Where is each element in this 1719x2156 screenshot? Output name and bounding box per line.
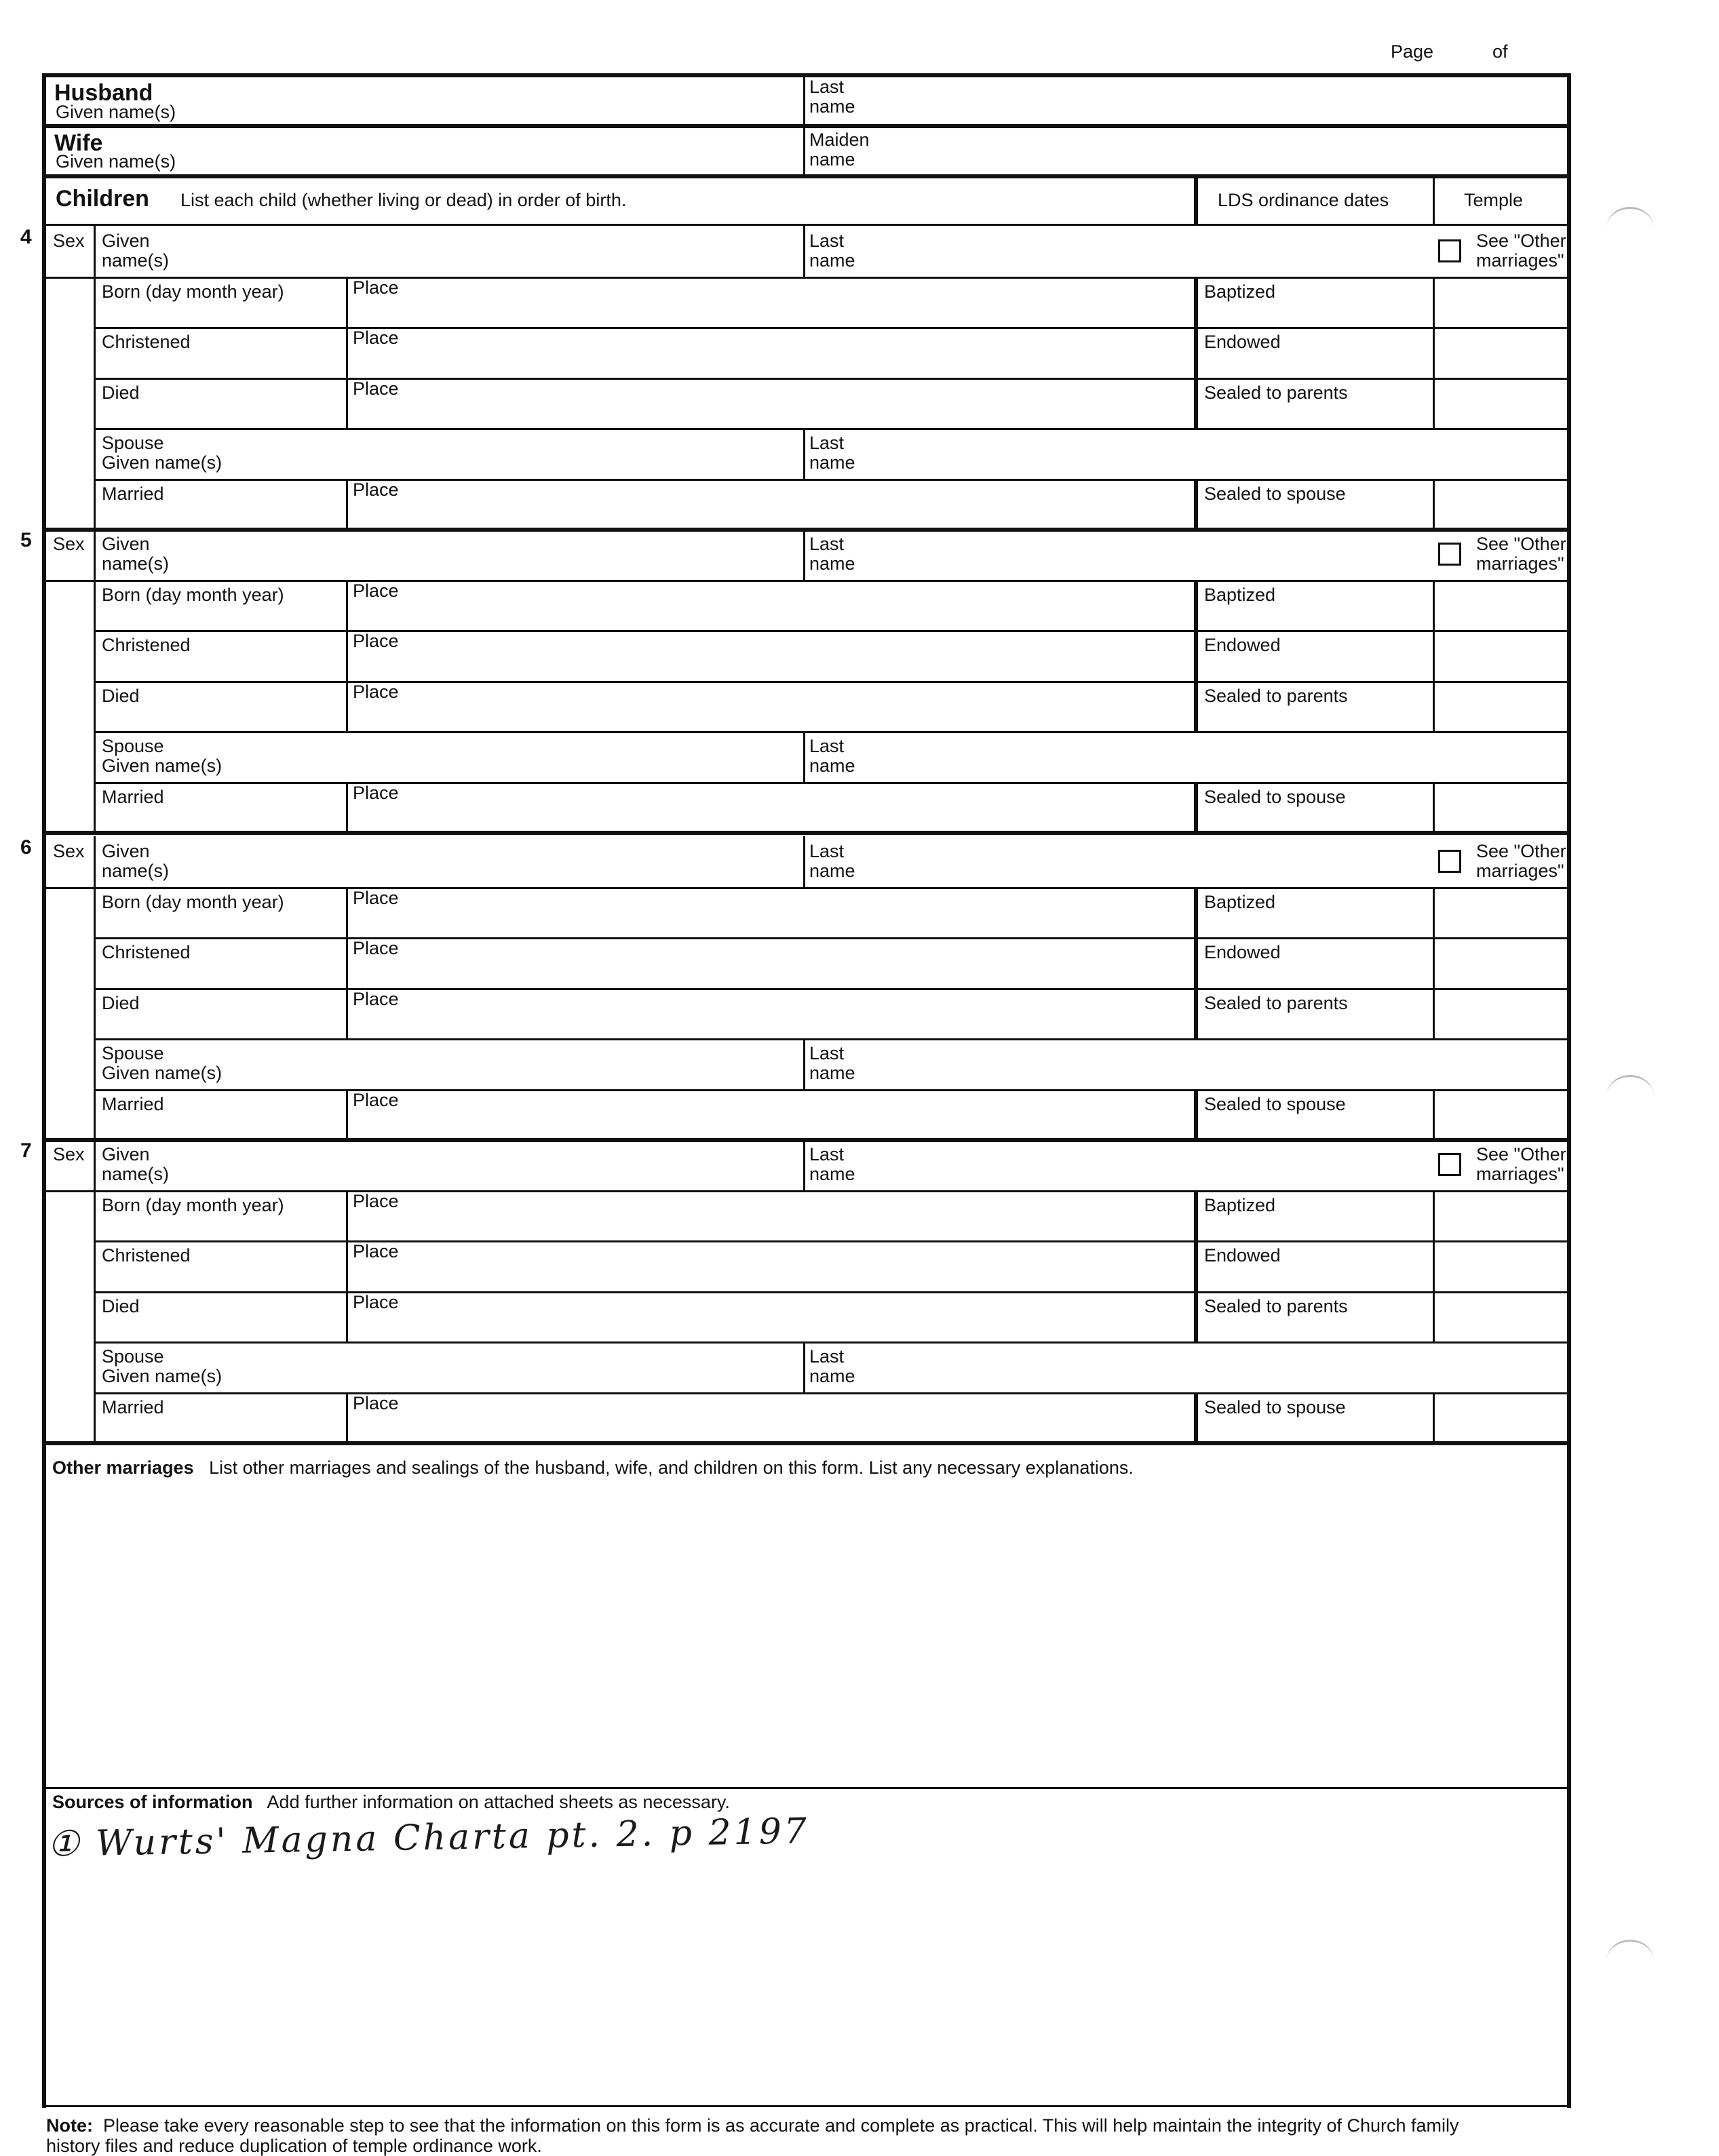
sealed-to-spouse-label: Sealed to spouse — [1204, 787, 1346, 807]
see-other-marriages-checkbox[interactable] — [1438, 850, 1461, 873]
place-label: Place — [353, 479, 399, 500]
binder-hole-mark — [1606, 207, 1654, 250]
sources-title: Sources of information — [52, 1792, 253, 1812]
husband-title: Husband — [54, 80, 153, 106]
married-label: Married — [102, 1094, 164, 1114]
children-instruction: List each child (whether living or dead) in order of birth. — [180, 190, 627, 210]
of-label: of — [1492, 41, 1508, 62]
spouse-last-name-label: Last — [809, 1043, 845, 1063]
binder-hole-mark — [1606, 1940, 1654, 1982]
form-left-border — [42, 73, 46, 2108]
christened-label: Christened — [102, 332, 191, 352]
place-label: Place — [353, 1292, 399, 1312]
place-label: Place — [353, 631, 399, 651]
spouse-given-name-label: Given name(s) — [102, 1366, 223, 1386]
place-label: Place — [353, 1241, 399, 1261]
married-label: Married — [102, 1397, 164, 1417]
form-top-border — [42, 73, 1571, 77]
note-text-1: Please take every reasonable step to see that the information on this form is as accurate and complete as practical. This will help maintain the integrity of Church family — [103, 2115, 1459, 2136]
see-other-marriages-label: See "Other — [1476, 231, 1566, 251]
endowed-label: Endowed — [1204, 635, 1281, 655]
note-line-1 — [46, 2116, 1459, 2136]
given-name-label-2: name(s) — [102, 250, 170, 271]
place-label: Place — [353, 328, 399, 348]
place-label: Place — [353, 581, 399, 601]
binder-hole-mark — [1606, 1075, 1654, 1118]
sealed-to-spouse-label: Sealed to spouse — [1204, 484, 1346, 504]
spouse-label: Spouse — [102, 736, 164, 756]
spouse-last-name-label: Last — [809, 433, 845, 453]
wife-maiden-label: Maiden — [809, 130, 870, 150]
died-label: Died — [102, 686, 140, 706]
other-marriages-section — [52, 1458, 1134, 1478]
endowed-label: Endowed — [1204, 942, 1281, 962]
see-other-marriages-label-2: marriages" — [1476, 1164, 1564, 1184]
child-number: 6 — [20, 836, 32, 859]
sex-label: Sex — [53, 231, 85, 251]
spouse-last-name-label-2: name — [809, 1366, 855, 1386]
see-other-marriages-label-2: marriages" — [1476, 861, 1564, 881]
spouse-label: Spouse — [102, 1043, 164, 1063]
last-name-label: Last — [809, 231, 845, 251]
place-label: Place — [353, 783, 399, 803]
place-label: Place — [353, 277, 399, 298]
given-name-label-2: name(s) — [102, 1164, 170, 1184]
husband-last-label-2: name — [809, 96, 855, 117]
place-label: Place — [353, 888, 399, 908]
endowed-label: Endowed — [1204, 1245, 1281, 1266]
husband-last-label: Last — [809, 77, 845, 97]
place-label: Place — [353, 682, 399, 702]
last-name-label-2: name — [809, 1164, 855, 1184]
sex-label: Sex — [53, 1144, 85, 1164]
sources-instruction: Add further information on attached sheets as necessary. — [267, 1792, 730, 1812]
children-title: Children — [56, 186, 149, 212]
last-name-label-2: name — [809, 861, 855, 881]
sealed-to-spouse-label: Sealed to spouse — [1204, 1397, 1346, 1417]
form-bottom-border — [42, 2105, 1571, 2107]
christened-label: Christened — [102, 635, 191, 655]
spouse-last-name-label-2: name — [809, 756, 855, 776]
sealed-to-parents-label: Sealed to parents — [1204, 993, 1348, 1013]
sealed-to-parents-label: Sealed to parents — [1204, 686, 1348, 706]
place-label: Place — [353, 989, 399, 1009]
spouse-last-name-label: Last — [809, 1346, 845, 1367]
wife-maiden-label-2: name — [809, 149, 855, 170]
born-label: Born (day month year) — [102, 585, 284, 605]
last-name-label-2: name — [809, 553, 855, 574]
last-name-label: Last — [809, 841, 845, 861]
died-label: Died — [102, 993, 140, 1013]
note-line-2: history files and reduce duplication of temple ordinance work. — [46, 2136, 542, 2156]
spouse-given-name-label: Given name(s) — [102, 452, 223, 473]
married-label: Married — [102, 484, 164, 504]
sex-label: Sex — [53, 841, 85, 861]
baptized-label: Baptized — [1204, 281, 1276, 302]
born-label: Born (day month year) — [102, 892, 284, 912]
place-label: Place — [353, 938, 399, 958]
wife-given-label: Given name(s) — [56, 151, 176, 172]
sources-handwritten-entry: ① Wurts' Magna Charta pt. 2. p 2197 — [47, 1811, 810, 1865]
other-marriages-instruction: List other marriages and sealings of the husband, wife, and children on this form. List any necessary explanations. — [209, 1457, 1134, 1478]
place-label: Place — [353, 1191, 399, 1211]
baptized-label: Baptized — [1204, 892, 1276, 912]
last-name-label-2: name — [809, 250, 855, 271]
child-number: 4 — [20, 226, 32, 248]
spouse-given-name-label: Given name(s) — [102, 756, 223, 776]
see-other-marriages-checkbox[interactable] — [1438, 543, 1461, 566]
child-number: 5 — [20, 529, 32, 551]
see-other-marriages-label: See "Other — [1476, 534, 1566, 554]
died-label: Died — [102, 383, 140, 403]
spouse-label: Spouse — [102, 1346, 164, 1367]
spouse-given-name-label: Given name(s) — [102, 1063, 223, 1083]
sources-section — [52, 1792, 730, 1812]
baptized-label: Baptized — [1204, 1195, 1276, 1215]
given-name-label-2: name(s) — [102, 861, 170, 881]
baptized-label: Baptized — [1204, 585, 1276, 605]
married-label: Married — [102, 787, 164, 807]
spouse-label: Spouse — [102, 433, 164, 453]
last-name-label: Last — [809, 1144, 845, 1164]
see-other-marriages-label-2: marriages" — [1476, 553, 1564, 574]
page-label: Page — [1391, 41, 1434, 62]
sealed-to-parents-label: Sealed to parents — [1204, 1296, 1348, 1316]
given-name-label: Given — [102, 231, 150, 251]
sex-label: Sex — [53, 534, 85, 554]
endowed-label: Endowed — [1204, 332, 1281, 352]
child-number: 7 — [20, 1139, 32, 1162]
spouse-last-name-label-2: name — [809, 1063, 855, 1083]
lds-ordinance-dates-label: LDS ordinance dates — [1218, 190, 1389, 210]
christened-label: Christened — [102, 1245, 191, 1266]
wife-title: Wife — [54, 130, 103, 156]
died-label: Died — [102, 1296, 140, 1316]
christened-label: Christened — [102, 942, 191, 962]
last-name-label: Last — [809, 534, 845, 554]
given-name-label: Given — [102, 534, 150, 554]
spouse-last-name-label-2: name — [809, 452, 855, 473]
see-other-marriages-label: See "Other — [1476, 1144, 1566, 1164]
place-label: Place — [353, 1090, 399, 1110]
given-name-label: Given — [102, 1144, 150, 1164]
born-label: Born (day month year) — [102, 281, 284, 302]
see-other-marriages-checkbox[interactable] — [1438, 239, 1461, 262]
see-other-marriages-label-2: marriages" — [1476, 250, 1564, 271]
husband-given-label: Given name(s) — [56, 102, 176, 122]
see-other-marriages-label: See "Other — [1476, 841, 1566, 861]
place-label: Place — [353, 378, 399, 399]
see-other-marriages-checkbox[interactable] — [1438, 1153, 1461, 1176]
sealed-to-spouse-label: Sealed to spouse — [1204, 1094, 1346, 1114]
born-label: Born (day month year) — [102, 1195, 284, 1215]
place-label: Place — [353, 1393, 399, 1413]
other-marriages-title: Other marriages — [52, 1457, 194, 1478]
temple-label: Temple — [1464, 190, 1524, 210]
spouse-last-name-label: Last — [809, 736, 845, 756]
given-name-label: Given — [102, 841, 150, 861]
note-title: Note: — [46, 2115, 93, 2136]
given-name-label-2: name(s) — [102, 553, 170, 574]
sealed-to-parents-label: Sealed to parents — [1204, 383, 1348, 403]
